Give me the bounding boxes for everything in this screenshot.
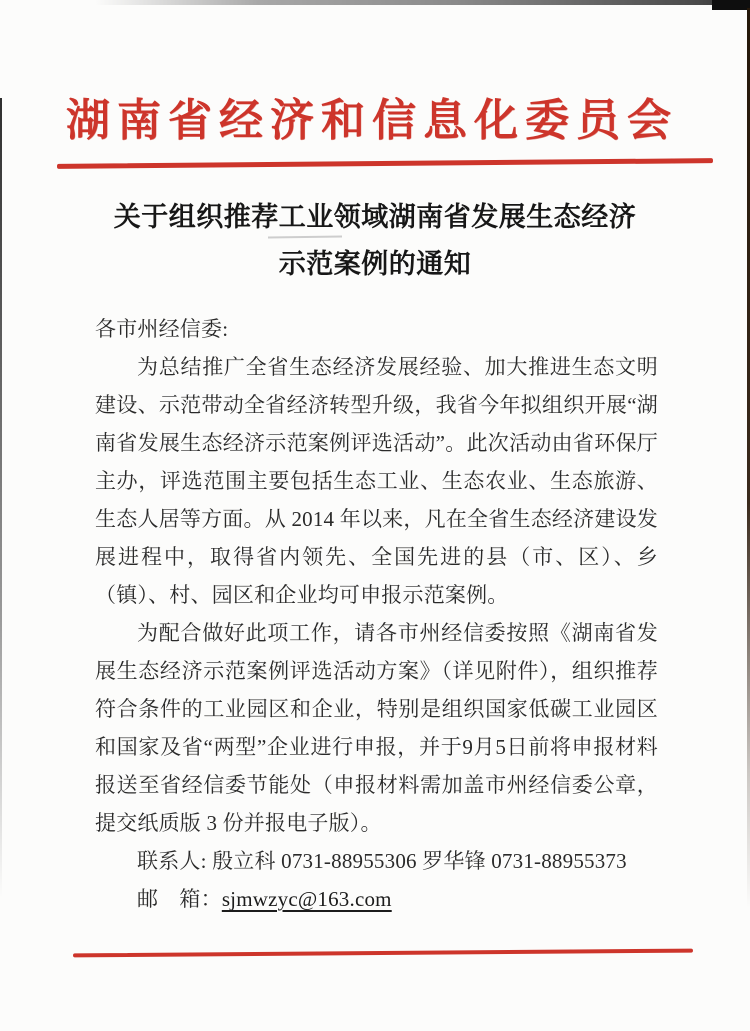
contact-text: 联系人: 殷立科 0731-88955306 罗华锋 0731-88955373 [137, 849, 627, 873]
document-title [0, 194, 750, 288]
document-title-line2: 示范案例的通知 [278, 249, 472, 279]
email-link[interactable]: sjmwzyc@163.com [221, 887, 392, 911]
document-body [95, 310, 658, 918]
contact-line [95, 842, 658, 880]
salutation: 各市州经信委: [95, 317, 229, 341]
page-footer-divider-line [73, 949, 693, 958]
agency-letterhead: 湖南省经济和信息化委员会 [66, 96, 678, 145]
email-label: 邮 箱： [137, 887, 222, 911]
body-paragraph-1: 为总结推广全省生态经济发展经验、加大推进生态文明建设、示范带动全省经济转型升级，我省今年拟组织开展“湖南省发展生态经济示范案例评选活动”。此次活动由省环保厅主办，评选范围主要包括生态工业、生态农业、生态旅游、生态人居等方面。从 2014 年以来，凡在全省生态经济建设发展进程中，取得省内领先、全国先进的县（市、区）、乡（镇）、村、园区和企业均可申报示范案例。 [95, 355, 658, 607]
body-paragraph-2: 为配合做好此项工作，请各市州经信委按照《湖南省发展生态经济示范案例评选活动方案》（详见附件），组织推荐符合条件的工业园区和企业，特别是组织国家低碳工业园区和国家及省“两型”企业进行申报，并于9月5日前将申报材料报送至省经信委节能处（申报材料需加盖市州经信委公章，提交纸质版 3 份并报电子版）。 [95, 621, 658, 835]
scan-artifact-corner [712, 0, 750, 10]
scan-artifact-top-edge [95, 0, 750, 5]
letterhead-divider-line [57, 158, 713, 169]
email-line [95, 880, 658, 918]
document-title-line1: 关于组织推荐工业领域湖南省发展生态经济 [113, 202, 637, 232]
